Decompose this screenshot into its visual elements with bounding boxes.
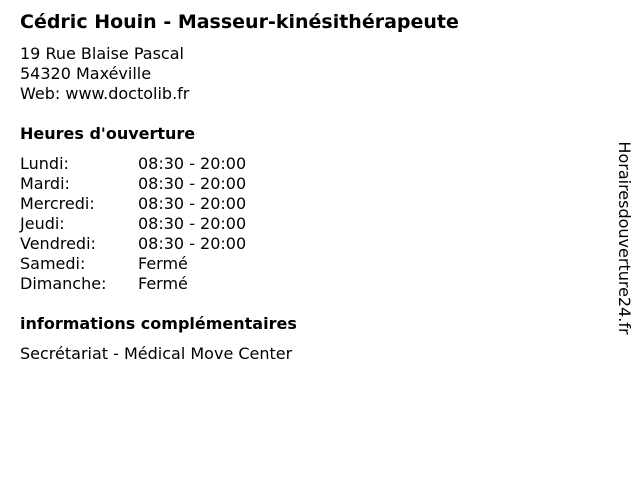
day-label: Jeudi: [20, 214, 65, 233]
page-title: Cédric Houin - Masseur-kinésithérapeute [20, 11, 459, 33]
time-value: 08:30 - 20:00 [138, 214, 247, 233]
address-city: 54320 Maxéville [20, 64, 152, 83]
time-value: 08:30 - 20:00 [138, 234, 247, 253]
day-label: Mercredi: [20, 194, 95, 213]
day-label: Lundi: [20, 154, 69, 173]
day-label: Vendredi: [20, 234, 96, 253]
day-label: Samedi: [20, 254, 86, 273]
additional-info-heading: informations complémentaires [20, 314, 297, 333]
time-value: 08:30 - 20:00 [138, 194, 247, 213]
day-label: Dimanche: [20, 274, 107, 293]
time-value: Fermé [138, 274, 188, 293]
site-watermark: Horairesdouverture24.fr [615, 141, 634, 335]
address-street: 19 Rue Blaise Pascal [20, 44, 184, 63]
opening-hours-heading: Heures d'ouverture [20, 124, 196, 143]
time-value: Fermé [138, 254, 188, 273]
day-label: Mardi: [20, 174, 70, 193]
website-line: Web: www.doctolib.fr [20, 84, 190, 103]
time-value: 08:30 - 20:00 [138, 174, 247, 193]
additional-info-text: Secrétariat - Médical Move Center [20, 344, 293, 363]
time-value: 08:30 - 20:00 [138, 154, 247, 173]
